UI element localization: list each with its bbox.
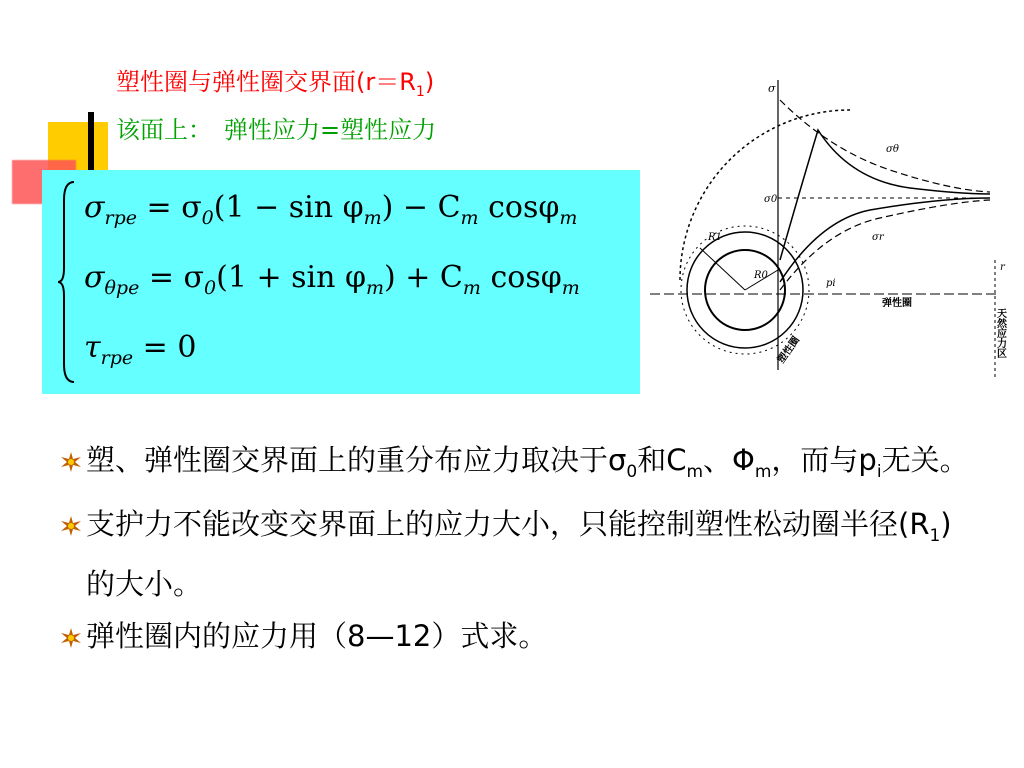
bullet-item-2: 支护力不能改变交界面上的应力大小，只能控制塑性松动圈半径$(R_1)$的大小。 (60, 500, 980, 608)
label-plastic-zone: 塑性圈 (775, 334, 803, 366)
equation-sigma-r: $\sigma_{rpe} = \sigma_0(1 - \sin \varphi_m) - C_m$ cosφ$_m$ (84, 190, 578, 229)
label-R1: R1 (708, 232, 722, 243)
sigma-theta-curve (780, 130, 990, 260)
title-line-2: 该面上： 弹性应力=塑性应力 (116, 116, 437, 144)
label-natural-zone: 天然应力区 (994, 308, 1006, 358)
sigma-r-curve (780, 198, 990, 282)
label-elastic-zone: 弹性圈 (882, 298, 912, 309)
sigma-r-dashed (780, 200, 990, 290)
formula-box (42, 170, 640, 394)
label-R0: R0 (754, 270, 768, 281)
label-sigma-theta: σθ (886, 144, 899, 155)
title-line-1: 塑性圈与弹性圈交界面$(r=R_1)$ (116, 68, 435, 100)
equation-sigma-theta: $\sigma_{\theta pe} = \sigma_0(1 + \sin \varphi_m) + C_m$ cosφ$_m$ (84, 260, 580, 299)
label-sigma0: σ0 (764, 194, 778, 205)
label-sigma: σ (768, 82, 776, 95)
stress-distribution-diagram (650, 70, 1020, 410)
bullet-list (60, 436, 980, 664)
bullet-star-icon (60, 515, 82, 537)
bullet-item-3: 弹性圈内的应力用（8—12）式求。 (60, 612, 980, 660)
label-r: r (1000, 262, 1005, 273)
bullet-star-icon (60, 451, 82, 473)
label-sigma-r: σr (872, 232, 884, 243)
bullet-item-1: 塑、弹性圈交界面上的重分布应力取决于$\sigma_0$和$C_m$、$\Phi_m$，而与$p_i$无关。 (60, 436, 980, 496)
label-pi: pi (826, 278, 836, 289)
equation-tau: $\tau_{rpe} = 0$ (84, 330, 197, 369)
left-brace (56, 180, 76, 384)
bullet-star-icon (60, 627, 82, 649)
